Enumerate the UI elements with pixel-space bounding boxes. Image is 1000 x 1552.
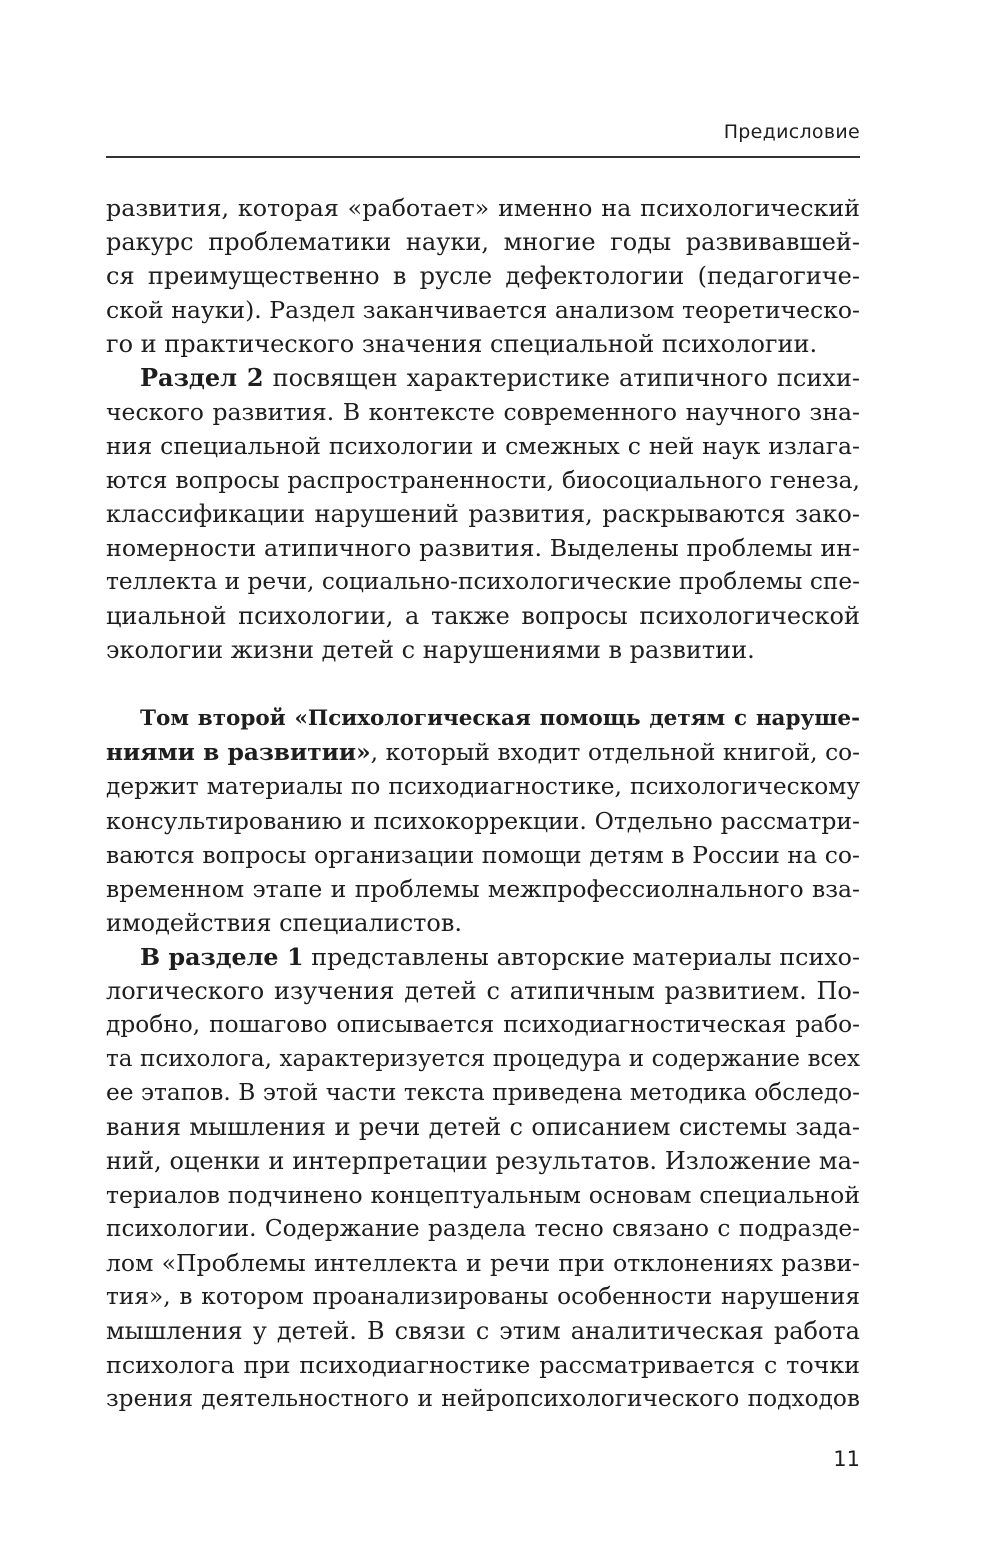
text-run: ческого развития. В контексте современного научного зна-	[106, 398, 860, 426]
page-number: 11	[833, 1447, 860, 1471]
text-line	[106, 974, 860, 1008]
text-line	[106, 225, 860, 259]
text-run: развития, которая «работает» именно на психологический	[106, 194, 860, 222]
text-line	[106, 429, 860, 463]
text-line	[106, 1110, 860, 1144]
text-run: вания мышления и речи детей с описанием системы зада-	[106, 1113, 860, 1141]
text-line	[106, 1076, 860, 1110]
paragraph	[106, 191, 860, 361]
text-line	[106, 565, 860, 599]
text-run: ее этапов. В этой части текста приведена методика обследо-	[106, 1079, 860, 1106]
text-run: логического изучения детей с атипичным развитием. По-	[106, 977, 860, 1005]
text-run: териалов подчинено концептуальным основам специальной	[106, 1181, 860, 1209]
text-line	[106, 259, 860, 293]
text-line	[106, 327, 860, 361]
text-line	[106, 1382, 860, 1416]
text-line	[106, 361, 860, 395]
text-run: ются вопросы распространенности, биосоциального генеза,	[106, 466, 860, 494]
text-run: ний, оценки и интерпретации результатов. Изложение ма-	[106, 1147, 860, 1175]
text-line	[106, 838, 860, 872]
text-line	[106, 770, 860, 804]
text-run: ской науки). Раздел заканчивается анализом теоретическо-	[106, 296, 860, 324]
text-line	[106, 1314, 860, 1348]
text-run: экологии жизни детей с нарушениями в развитии.	[106, 636, 755, 664]
bold-run: ниями в развитии»	[106, 739, 371, 766]
text-run: го и практического значения специальной психологии.	[106, 330, 818, 358]
text-line	[106, 463, 860, 497]
text-run: временном этапе и проблемы межпрофессиолнального вза-	[106, 875, 860, 903]
bold-run: В разделе 1	[140, 943, 304, 971]
text-line	[106, 702, 860, 736]
header-rule	[106, 156, 860, 158]
text-line	[106, 736, 860, 770]
body-text	[106, 191, 860, 1416]
text-run: психологии. Содержание раздела тесно связано с подразде-	[106, 1215, 860, 1242]
text-run: , который входит отдельной книгой, со-	[370, 739, 860, 766]
text-run: имодействия специалистов.	[106, 909, 463, 937]
text-line	[106, 872, 860, 906]
text-run: мышления у детей. В связи с этим аналитическая работа	[106, 1317, 860, 1345]
text-line	[106, 395, 860, 429]
text-line	[106, 191, 860, 225]
running-head-title: Предисловие	[723, 121, 860, 143]
text-line	[106, 1246, 860, 1280]
text-line	[106, 293, 860, 327]
text-line	[106, 599, 860, 633]
text-run: дробно, пошагово описывается психодиагностическая рабо-	[106, 1011, 860, 1038]
text-run: ракурс проблематики науки, многие годы развивавшей-	[106, 228, 860, 256]
text-line	[106, 1178, 860, 1212]
text-run: психолога при психодиагностике рассматривается с точки	[106, 1351, 860, 1379]
text-run: ния специальной психологии и смежных с ней наук излага-	[106, 432, 860, 460]
text-line	[106, 940, 860, 974]
text-line	[106, 1212, 860, 1246]
text-run: посвящен характеристике атипичного психи-	[263, 364, 860, 392]
text-run: ваются вопросы организации помощи детям в России на со-	[106, 841, 860, 869]
text-line	[106, 531, 860, 565]
text-run: классификации нарушений развития, раскрываются зако-	[106, 500, 860, 528]
text-run: зрения деятельностного и нейропсихологического подходов	[106, 1385, 860, 1412]
text-run: та психолога, характеризуется процедура и содержание всех	[106, 1046, 860, 1072]
text-run: номерности атипичного развития. Выделены проблемы ин-	[106, 534, 860, 562]
text-line	[106, 1280, 860, 1314]
text-line	[106, 906, 860, 940]
text-run: консультированию и психокоррекции. Отдельно рассматри-	[106, 807, 860, 835]
text-run: держит материалы по психодиагностике, психологическому	[106, 773, 860, 800]
paragraph	[106, 702, 860, 940]
text-line	[106, 497, 860, 531]
text-line	[106, 633, 860, 667]
paragraph-gap	[106, 667, 860, 702]
paragraph	[106, 361, 860, 667]
text-run: лом «Проблемы интеллекта и речи при отклонениях разви-	[106, 1249, 860, 1277]
text-run: теллекта и речи, социально-психологические проблемы спе-	[106, 568, 860, 595]
text-line	[106, 804, 860, 838]
text-run: циальной психологии, а также вопросы психологической	[106, 602, 860, 630]
paragraph	[106, 940, 860, 1416]
text-line	[106, 1042, 860, 1076]
text-line	[106, 1144, 860, 1178]
text-line	[106, 1008, 860, 1042]
text-run: представлены авторские материалы психо-	[303, 943, 860, 971]
bold-run: Том второй «Психологическая помощь детям с наруше-	[140, 706, 860, 731]
bold-run: Раздел 2	[140, 363, 264, 392]
text-line	[106, 1348, 860, 1382]
text-run: ся преимущественно в русле дефектологии (педагогиче-	[106, 262, 860, 290]
text-run: тия», в котором проанализированы особенности нарушения	[106, 1283, 860, 1310]
